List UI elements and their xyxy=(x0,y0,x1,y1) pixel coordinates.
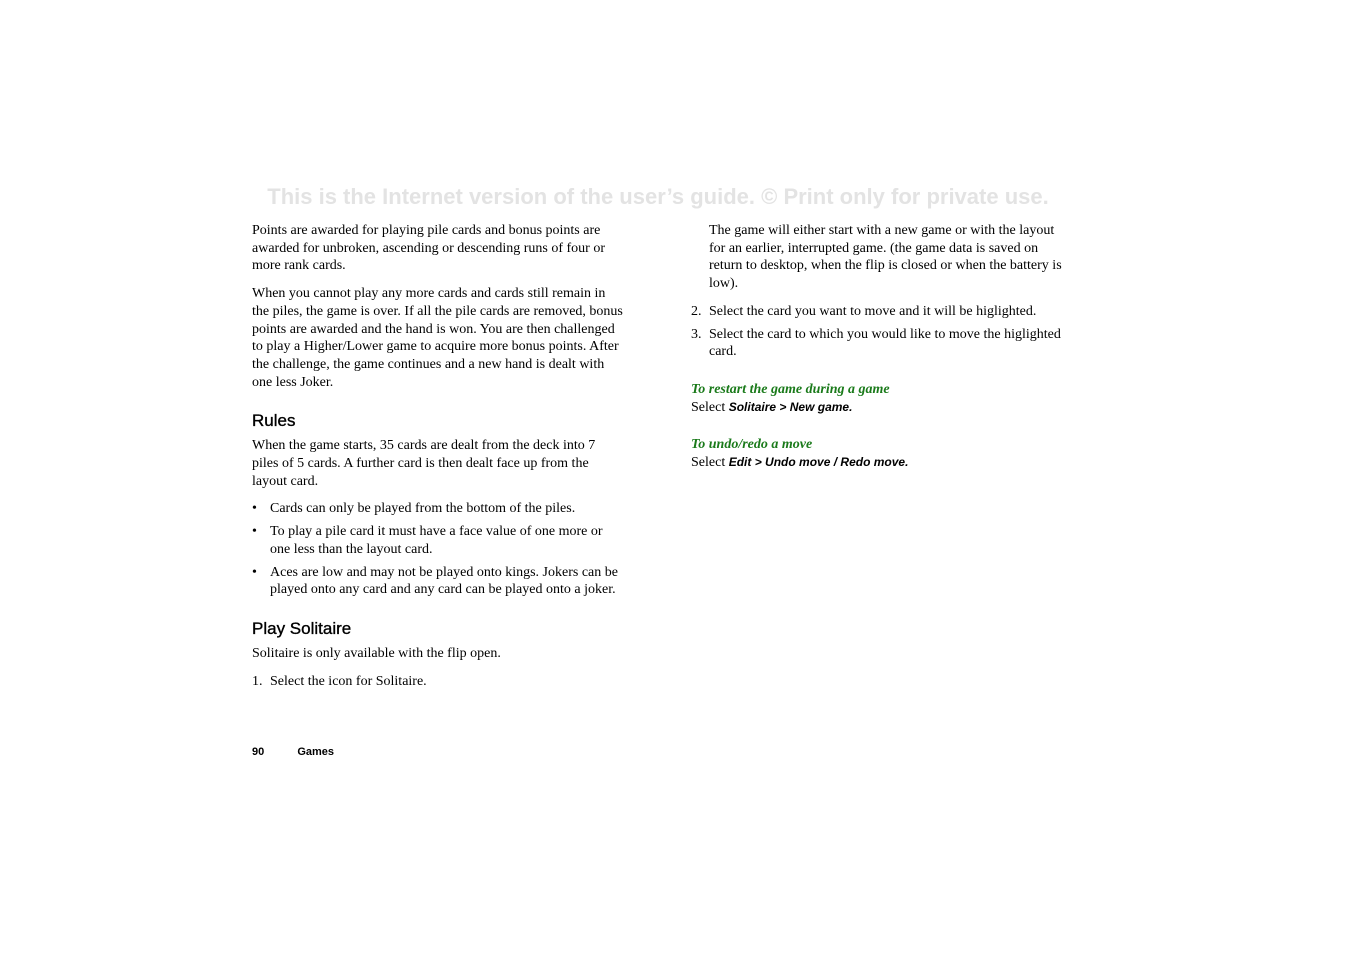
rules-paragraph: When the game starts, 35 cards are dealt from the deck into 7 piles of 5 cards. A further card is then dealt face up from the layout card. xyxy=(252,438,596,489)
game-over-paragraph: When you cannot play any more cards and cards still remain in the piles, the game is over. If all the pile cards are removed, bonus points are awarded and the hand is won. You are then challenged to play a Higher/Lower game to acquire more bonus points. After the challenge, the game continues and a new hand is dealt with one less Joker. xyxy=(252,286,623,390)
list-item xyxy=(691,326,1063,361)
steps-list-left xyxy=(252,673,624,691)
step-continuation: The game will either start with a new game or with the layout for an earlier, interrupted game. (the game data is saved on return to desktop, when the flip is closed or when the battery is low). xyxy=(709,223,1062,292)
list-item xyxy=(252,673,624,691)
play-solitaire-heading: Play Solitaire xyxy=(252,618,352,638)
bullet-marker: • xyxy=(252,524,257,540)
page-footer xyxy=(252,746,334,758)
bullet-text: Cards can only be played from the bottom of the piles. xyxy=(270,501,576,517)
undo-instruction xyxy=(691,454,1063,472)
watermark-banner: This is the Internet version of the user’s guide. © Print only for private use. xyxy=(267,184,1049,209)
list-item xyxy=(252,500,624,518)
availability-paragraph: Solitaire is only available with the flip open. xyxy=(252,645,501,661)
steps-list-right xyxy=(691,303,1063,361)
list-item xyxy=(252,564,624,599)
restart-instruction xyxy=(691,399,1063,417)
list-item xyxy=(252,523,624,558)
step-text: Select the icon for Solitaire. xyxy=(270,673,427,689)
undo-menu-path: Edit > Undo move / Redo move. xyxy=(728,455,909,470)
scoring-paragraph: Points are awarded for playing pile cards and bonus points are awarded for unbroken, ascending or descending runs of four or more rank cards. xyxy=(252,223,605,274)
right-column xyxy=(691,222,1063,472)
bullet-text: Aces are low and may not be played onto kings. Jokers can be played onto any card and any card can be played onto a joker. xyxy=(270,564,618,598)
bullet-text: To play a pile card it must have a face value of one more or one less than the layout card. xyxy=(270,524,603,557)
rules-bullet-list xyxy=(252,500,624,599)
step-number: 3. xyxy=(691,326,702,342)
step-text: Select the card you want to move and it will be higlighted. xyxy=(709,303,1037,319)
bullet-marker: • xyxy=(252,501,257,517)
list-item xyxy=(691,303,1063,321)
page-number: 90 xyxy=(252,746,265,758)
restart-menu-path: Solitaire > New game. xyxy=(728,399,853,414)
section-name: Games xyxy=(297,746,335,758)
step-number: 2. xyxy=(691,303,702,319)
bullet-marker: • xyxy=(252,564,257,580)
step-number: 1. xyxy=(252,673,263,689)
select-word: Select xyxy=(691,399,726,415)
step-text: Select the card to which you would like to move the higlighted card. xyxy=(709,326,1061,360)
undo-heading: To undo/redo a move xyxy=(691,437,813,453)
select-word: Select xyxy=(691,455,726,471)
restart-heading: To restart the game during a game xyxy=(691,381,890,397)
left-column xyxy=(252,222,624,695)
rules-heading: Rules xyxy=(252,411,296,431)
